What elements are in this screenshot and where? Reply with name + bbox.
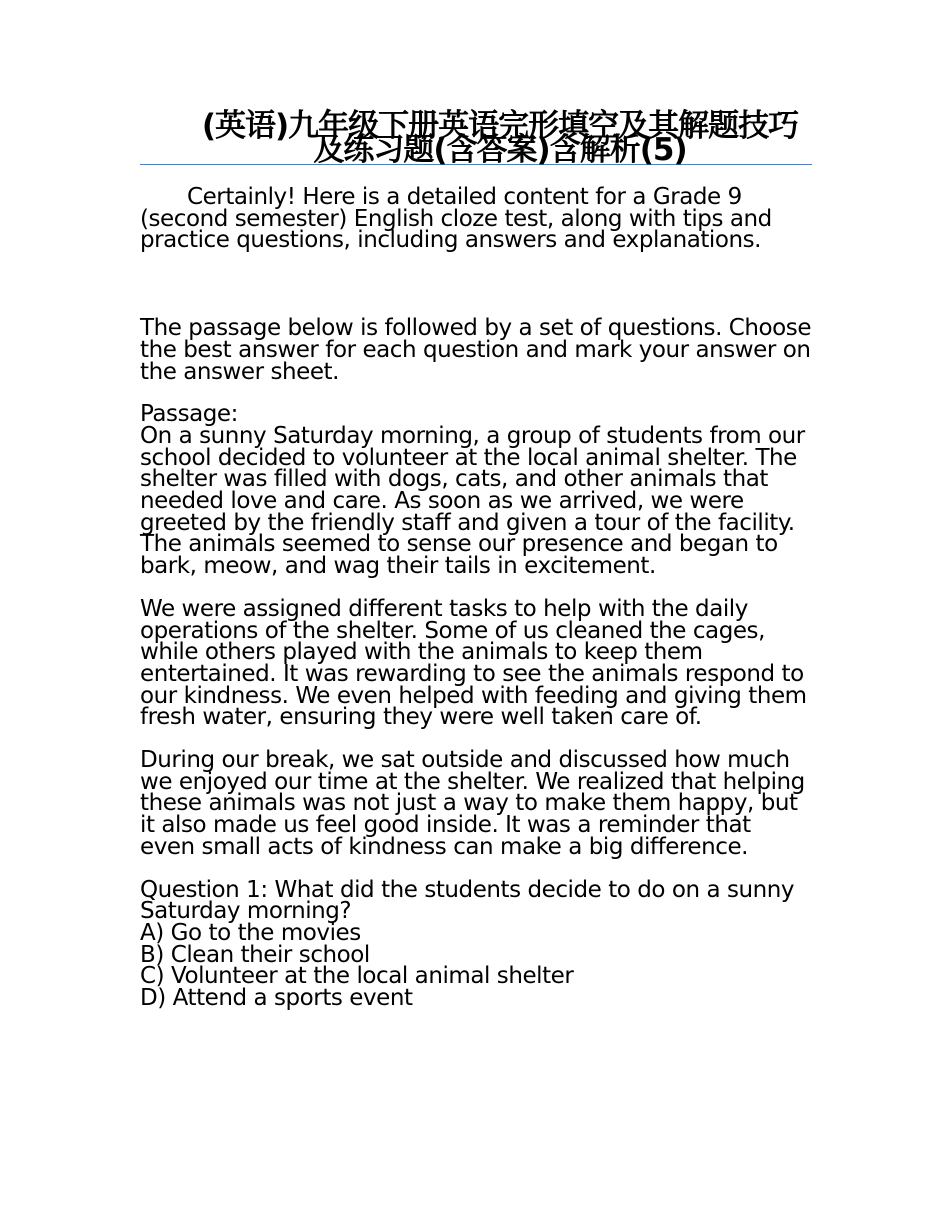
question-text: Question 1: What did the students decide to do on a sunny Saturday morning? <box>140 876 795 925</box>
option-b: B) Clean their school <box>140 941 370 968</box>
intro-paragraph: Certainly! Here is a detailed content for a Grade 9 (second semester) English cloze test, along with tips and practice questions, including answers and explanations. <box>140 184 772 254</box>
question-1 <box>140 876 812 1012</box>
option-a: A) Go to the movies <box>140 919 361 946</box>
passage-paragraph-3: During our break, we sat outside and discussed how much we enjoyed our time at the shelter. We realized that helping these animals was not just a way to make them happy, but it also made us feel good inside. It was a reminder that even small acts of kindness can make a big difference. <box>140 747 805 860</box>
document-page <box>140 100 812 1010</box>
passage-label: Passage: <box>140 401 238 428</box>
title-block <box>140 100 812 168</box>
option-c: C) Volunteer at the local animal shelter <box>140 963 574 990</box>
passage-paragraph-2: We were assigned different tasks to help with the daily operations of the shelter. Some of us cleaned the cages, while others played with the animals to keep them entertained. It was rewarding to see the animals respond to our kindness. We even helped with feeding and giving them fresh water, ensuring they were well taken care of. <box>140 595 807 731</box>
instructions-paragraph: The passage below is followed by a set of questions. Choose the best answer for each question and mark your answer on the answer sheet. <box>140 315 812 385</box>
option-d: D) Attend a sports event <box>140 985 413 1012</box>
document-title: (英语)九年级下册英语完形填空及其解题技巧及练习题(含答案)含解析(5) <box>201 108 799 168</box>
passage-paragraph-1: On a sunny Saturday morning, a group of students from our school decided to volunteer at the local animal shelter. The shelter was filled with dogs, cats, and other animals that needed love and care. As soon as we arrived, we were greeted by the friendly staff and given a tour of the facility. The animals seemed to sense our presence and began to bark, meow, and wag their tails in excitement. <box>140 422 805 580</box>
